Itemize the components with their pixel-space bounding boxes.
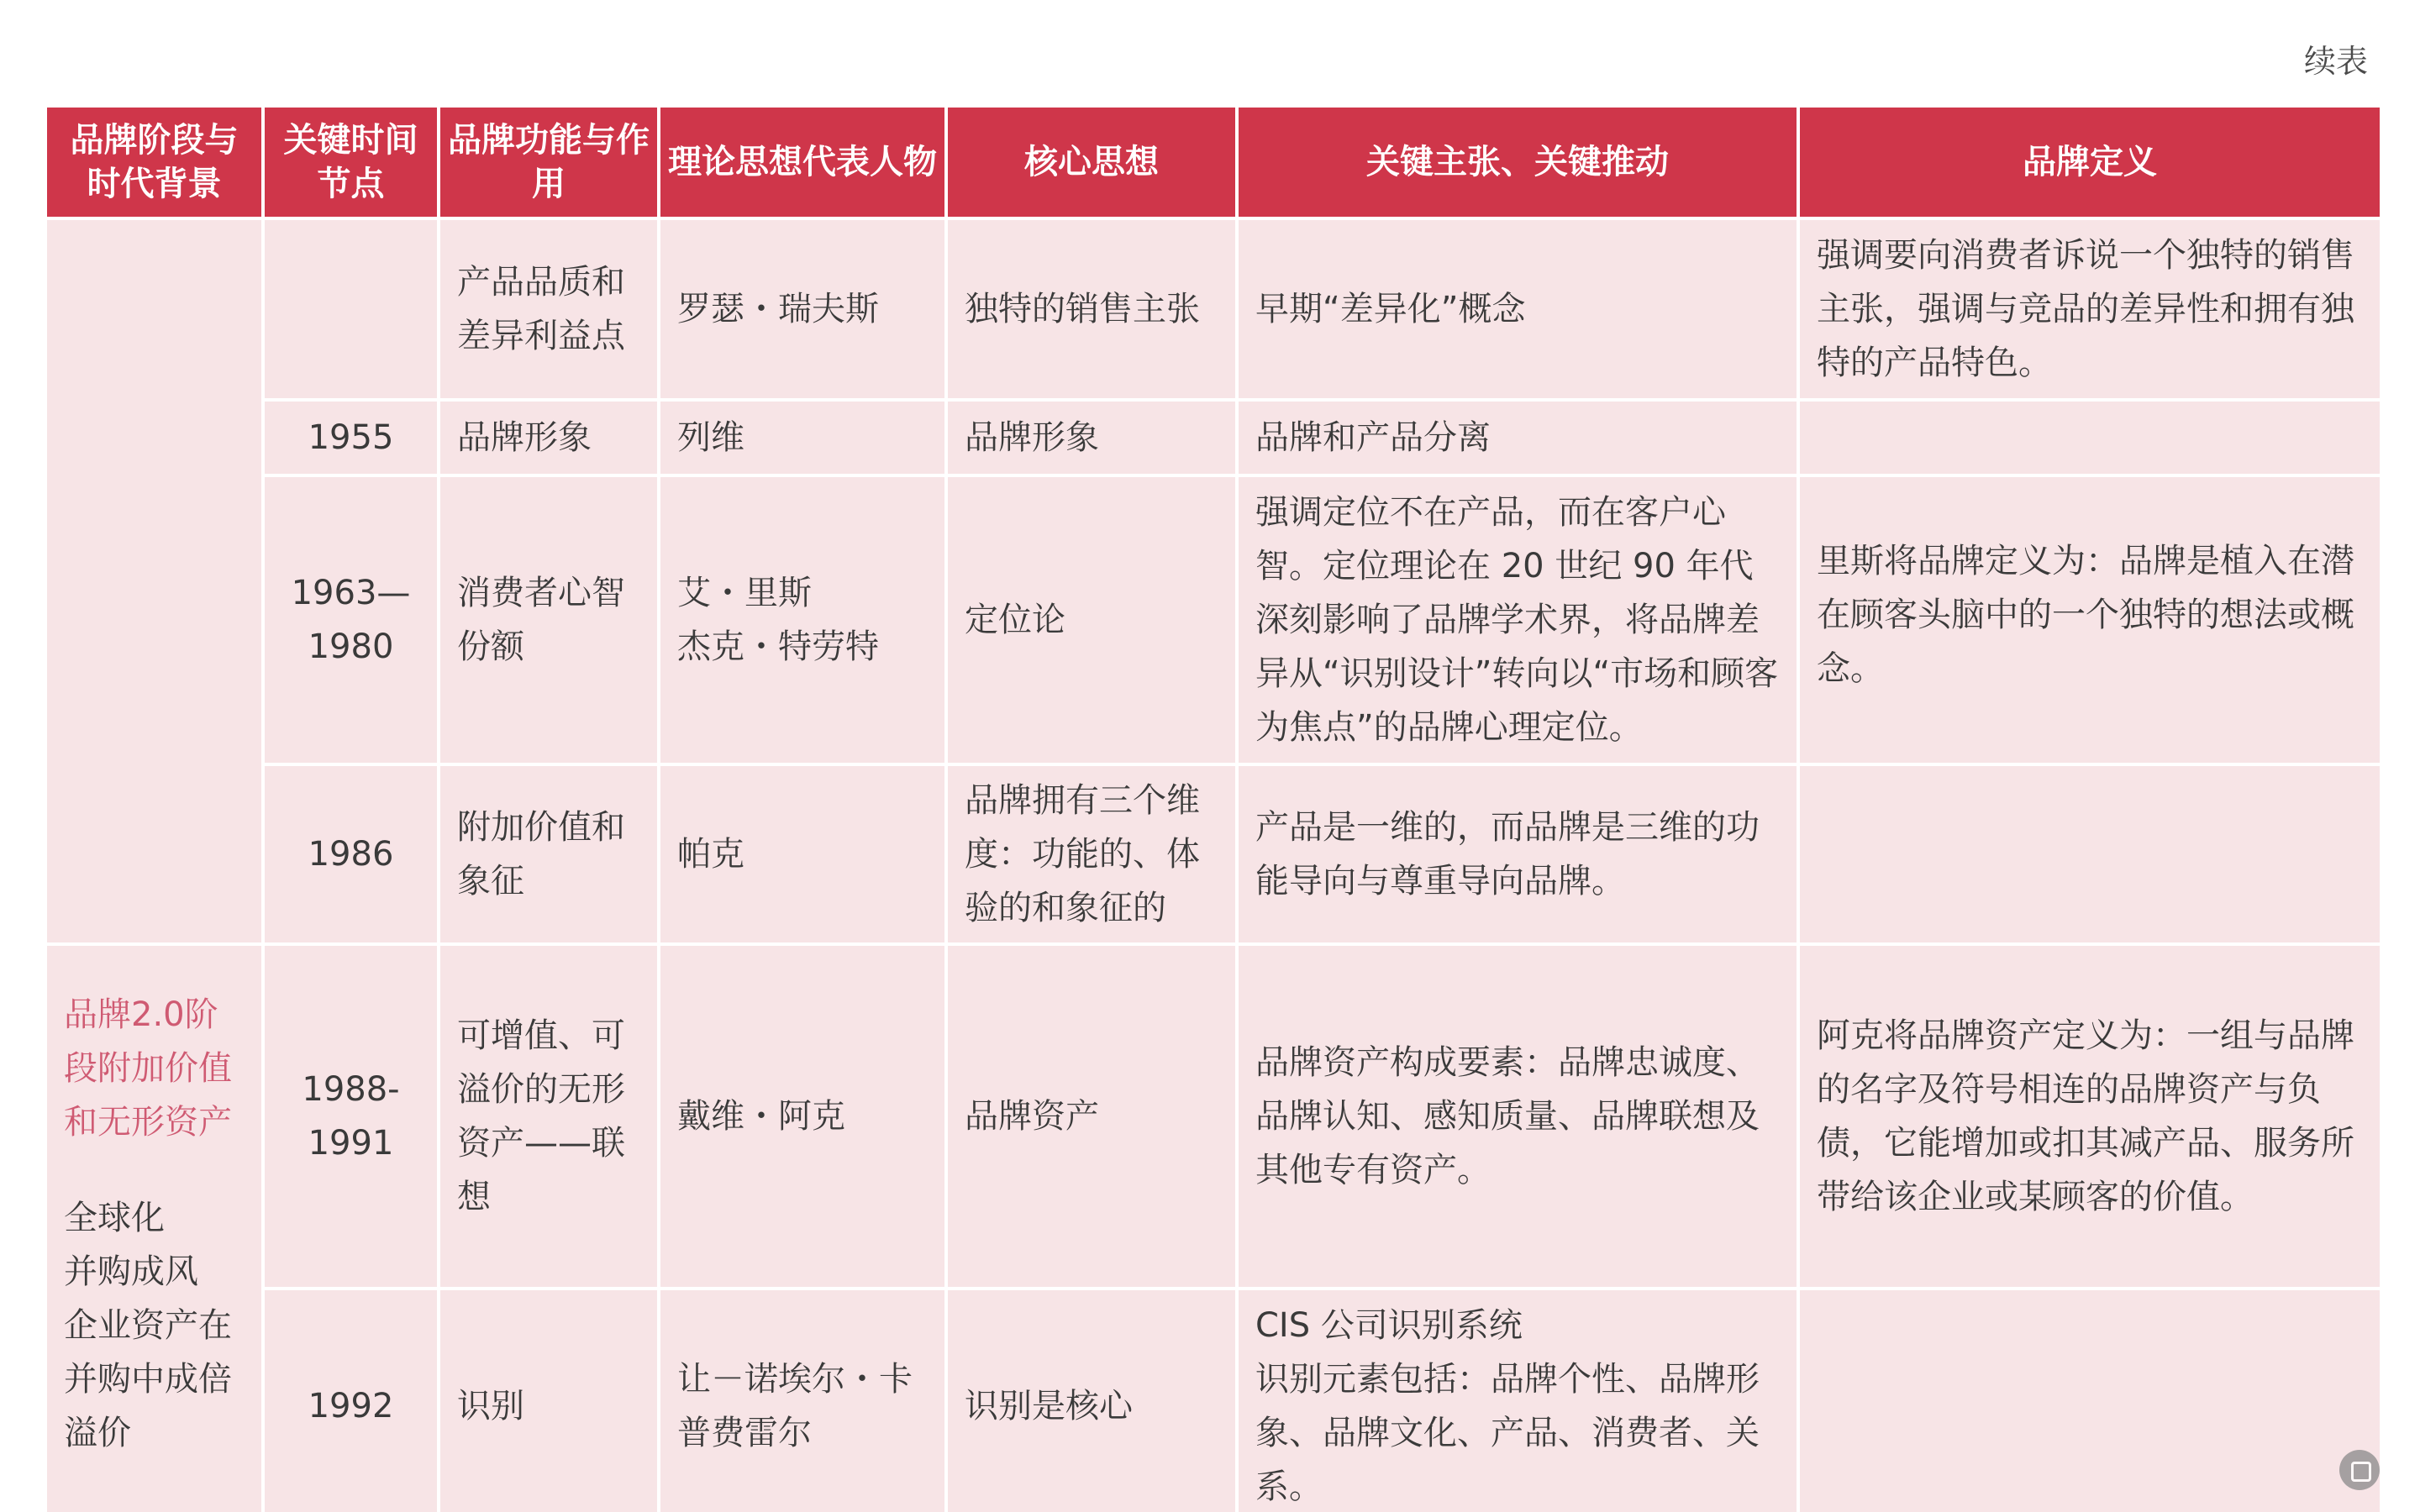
background-line: 企业资产在并购中成倍溢价 bbox=[64, 1306, 232, 1452]
table-row bbox=[47, 766, 2380, 942]
claims-cell: 品牌和产品分离 bbox=[1239, 402, 1797, 474]
background-line: 全球化 bbox=[64, 1199, 165, 1237]
header-core: 核心思想 bbox=[948, 108, 1235, 217]
background-line: 并购成风 bbox=[64, 1252, 198, 1291]
definition-text: 里斯将品牌定义为：品牌是植入在潜在顾客头脑中的一个独特的想法或概念。 bbox=[1817, 542, 2354, 688]
people-cell: 让－诺埃尔・卡普费雷尔 bbox=[660, 1290, 944, 1512]
people-cell bbox=[660, 477, 944, 763]
function-cell: 可增值、可溢价的无形资产——联想 bbox=[440, 946, 657, 1287]
core-cell: 品牌形象 bbox=[948, 402, 1235, 474]
stage-title: 品牌2.0阶段附加价值和无形资产 bbox=[64, 995, 232, 1142]
claims-line: CIS 公司识别系统 bbox=[1255, 1306, 1523, 1345]
claims-cell: 强调定位不在产品，而在客户心智。定位理论在 20 世纪 90 年代深刻影响了品牌学术界，将品牌差异从“识别设计”转向以“市场和顾客为焦点”的品牌心理定位。 bbox=[1239, 477, 1797, 763]
table-row bbox=[47, 402, 2380, 474]
claims-cell: 早期“差异化”概念 bbox=[1239, 220, 1797, 398]
definition-cell: 强调要向消费者诉说一个独特的销售主张，强调与竞品的差异性和拥有独特的产品特色。 bbox=[1800, 220, 2380, 398]
header-claims: 关键主张、关键推动 bbox=[1239, 108, 1797, 217]
core-cell: 品牌资产 bbox=[948, 946, 1235, 1287]
core-cell: 定位论 bbox=[948, 477, 1235, 763]
definition-cell bbox=[1800, 766, 2380, 942]
core-cell: 识别是核心 bbox=[948, 1290, 1235, 1512]
core-cell: 品牌拥有三个维度：功能的、体验的和象征的 bbox=[948, 766, 1235, 942]
table-row bbox=[47, 477, 2380, 763]
header-function: 品牌功能与作用 bbox=[440, 108, 657, 217]
translate-icon[interactable] bbox=[2339, 1450, 2380, 1490]
brand-theory-table bbox=[44, 104, 2383, 1512]
claims-cell: 品牌资产构成要素：品牌忠诚度、品牌认知、感知质量、品牌联想及其他专有资产。 bbox=[1239, 946, 1797, 1287]
function-cell: 识别 bbox=[440, 1290, 657, 1512]
stage-cell-empty bbox=[47, 220, 261, 942]
function-cell: 消费者心智份额 bbox=[440, 477, 657, 763]
table-row bbox=[47, 1290, 2380, 1512]
header-row bbox=[47, 108, 2380, 217]
header-stage: 品牌阶段与时代背景 bbox=[47, 108, 261, 217]
claims-cell: 产品是一维的，而品牌是三维的功能导向与尊重导向品牌。 bbox=[1239, 766, 1797, 942]
core-cell: 独特的销售主张 bbox=[948, 220, 1235, 398]
definition-cell bbox=[1800, 477, 2380, 763]
time-cell: 1988-1991 bbox=[265, 946, 437, 1287]
continuation-label: 续表 bbox=[2303, 43, 2368, 80]
header-time: 关键时间节点 bbox=[265, 108, 437, 217]
time-cell: 1963—1980 bbox=[265, 477, 437, 763]
time-cell: 1986 bbox=[265, 766, 437, 942]
stage-background bbox=[64, 1191, 245, 1460]
definition-cell: 阿克将品牌资产定义为：一组与品牌的名字及符号相连的品牌资产与负债，它能增加或扣其减产品、服务所带给该企业或某顾客的价值。 bbox=[1800, 946, 2380, 1287]
header-people: 理论思想代表人物 bbox=[660, 108, 944, 217]
people-cell: 戴维・阿克 bbox=[660, 946, 944, 1287]
header-definition: 品牌定义 bbox=[1800, 108, 2380, 217]
table-row bbox=[47, 946, 2380, 1287]
people-line: 艾・里斯 bbox=[677, 574, 812, 612]
people-cell: 罗瑟・瑞夫斯 bbox=[660, 220, 944, 398]
claims-cell bbox=[1239, 1290, 1797, 1512]
time-cell: 1992 bbox=[265, 1290, 437, 1512]
people-line: 杰克・特劳特 bbox=[677, 627, 879, 666]
function-cell: 产品品质和差异利益点 bbox=[440, 220, 657, 398]
people-cell: 列维 bbox=[660, 402, 944, 474]
stage-cell bbox=[47, 946, 261, 1512]
people-cell: 帕克 bbox=[660, 766, 944, 942]
table-row bbox=[47, 220, 2380, 398]
time-cell bbox=[265, 220, 437, 398]
definition-cell bbox=[1800, 1290, 2380, 1512]
function-cell: 品牌形象 bbox=[440, 402, 657, 474]
claims-line: 识别元素包括：品牌个性、品牌形象、品牌文化、产品、消费者、关系。 bbox=[1255, 1360, 1760, 1506]
time-cell: 1955 bbox=[265, 402, 437, 474]
function-cell: 附加价值和象征 bbox=[440, 766, 657, 942]
definition-cell bbox=[1800, 402, 2380, 474]
